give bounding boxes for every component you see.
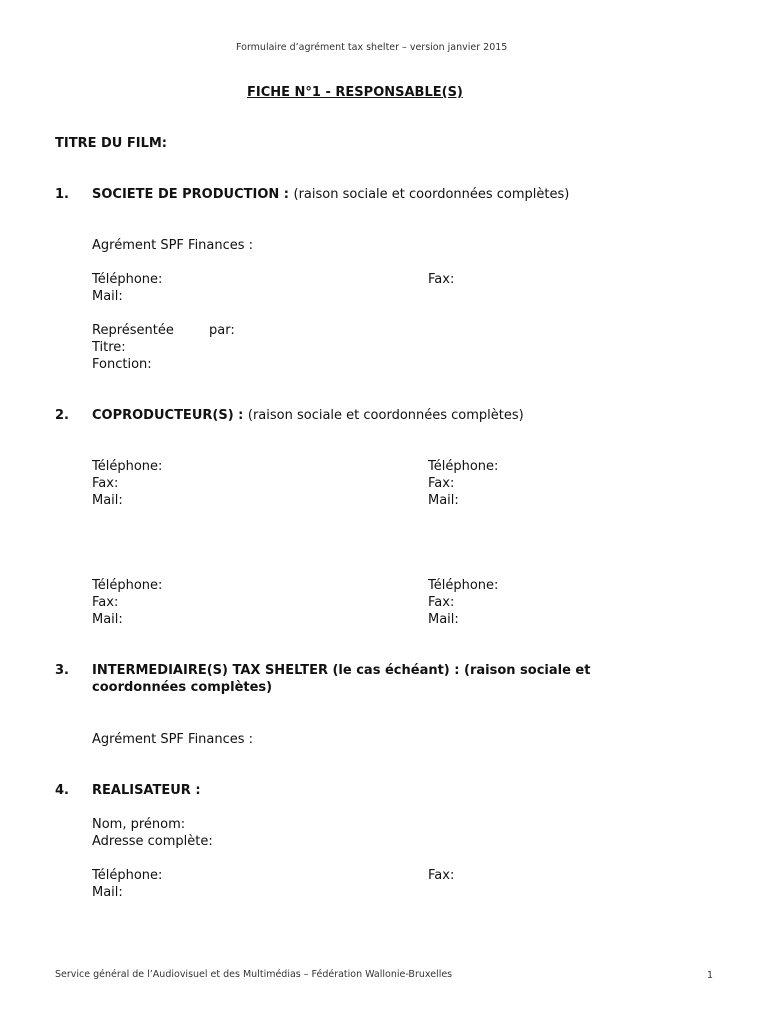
- section-4-nom: Nom, prénom:: [92, 817, 186, 832]
- coproducer-1-mail: Mail:: [92, 493, 123, 508]
- section-4-number: 4.: [55, 783, 69, 798]
- film-title-label: TITRE DU FILM:: [55, 136, 167, 151]
- coproducer-4-telephone: Téléphone:: [428, 578, 499, 593]
- section-2-number: 2.: [55, 408, 69, 423]
- coproducer-2-fax: Fax:: [428, 476, 455, 491]
- coproducer-3-telephone: Téléphone:: [92, 578, 163, 593]
- section-4-fax: Fax:: [428, 868, 455, 883]
- page-footer: Service général de l’Audiovisuel et des Multimédias – Fédération Wallonie-Bruxelles: [55, 969, 453, 980]
- section-2-heading: [92, 408, 524, 423]
- section-1-representee: Représentée: [92, 323, 174, 338]
- section-4-mail: Mail:: [92, 885, 123, 900]
- section-1-heading: [92, 187, 569, 202]
- section-4-adresse: Adresse complète:: [92, 834, 213, 849]
- section-1-agrement: Agrément SPF Finances :: [92, 238, 254, 253]
- section-1-fonction: Fonction:: [92, 357, 152, 372]
- section-4-telephone: Téléphone:: [92, 868, 163, 883]
- section-1-number: 1.: [55, 187, 69, 202]
- section-2-note: (raison sociale et coordonnées complètes): [247, 408, 524, 423]
- section-3-agrement: Agrément SPF Finances :: [92, 732, 254, 747]
- page-header: Formulaire d’agrément tax shelter – version janvier 2015: [236, 42, 508, 53]
- section-1-mail: Mail:: [92, 289, 123, 304]
- coproducer-3-fax: Fax:: [92, 595, 119, 610]
- coproducer-1-telephone: Téléphone:: [92, 459, 163, 474]
- coproducer-3-mail: Mail:: [92, 612, 123, 627]
- section-1-fax: Fax:: [428, 272, 455, 287]
- section-2-title: COPRODUCTEUR(S) :: [92, 408, 244, 423]
- section-1-note: (raison sociale et coordonnées complètes): [293, 187, 570, 202]
- section-3-number: 3.: [55, 663, 69, 678]
- section-4-heading: REALISATEUR :: [92, 783, 201, 798]
- coproducer-4-mail: Mail:: [428, 612, 459, 627]
- coproducer-2-mail: Mail:: [428, 493, 459, 508]
- coproducer-4-fax: Fax:: [428, 595, 455, 610]
- section-1-titre: Titre:: [92, 340, 126, 355]
- coproducer-2-telephone: Téléphone:: [428, 459, 499, 474]
- coproducer-1-fax: Fax:: [92, 476, 119, 491]
- page-title: FICHE N°1 - RESPONSABLE(S): [247, 85, 463, 100]
- section-1-telephone: Téléphone:: [92, 272, 163, 287]
- page-number: 1: [707, 970, 714, 981]
- section-3-heading-line1: INTERMEDIAIRE(S) TAX SHELTER (le cas échéant) : (raison sociale et: [92, 663, 591, 678]
- section-1-title: SOCIETE DE PRODUCTION :: [92, 187, 289, 202]
- section-1-par: par:: [209, 323, 235, 338]
- section-3-heading-line2: coordonnées complètes): [92, 680, 273, 695]
